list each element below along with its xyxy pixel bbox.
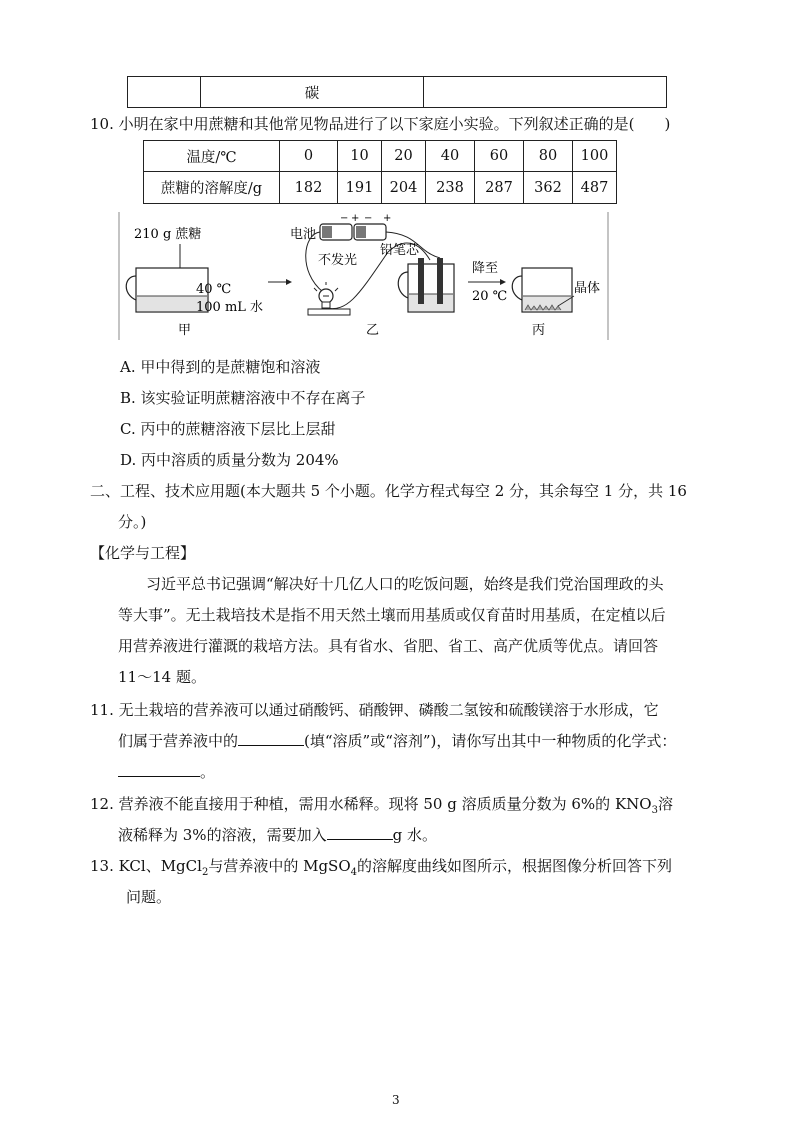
option-c: C. 丙中的蔗糖溶液下层比上层甜 — [120, 420, 336, 438]
temp-cell: 80 — [524, 141, 573, 172]
q12-text-c: 液稀释为 3%的溶液，需要加入 — [118, 826, 327, 844]
solubility-cell: 191 — [338, 172, 382, 204]
bulb-icon — [314, 282, 338, 308]
jia-temp-label: 40 ℃ — [196, 282, 232, 297]
q12-text-d: g 水。 — [392, 826, 437, 844]
battery-terminal-minus-2: − — [364, 213, 373, 224]
q12-text-b: 溶 — [657, 795, 673, 813]
temp-cell: 40 — [426, 141, 475, 172]
temp-cell: 100 — [573, 141, 617, 172]
chem-eng-para-line2: 等大事”。无土栽培技术是指不用天然土壤而用基质或仅育苗时用基质，在定植以后 — [118, 606, 666, 624]
experiment-figure — [118, 212, 610, 340]
battery-terminal-minus-1: − — [340, 213, 349, 224]
q13-text-a: 13. KCl、MgCl — [90, 857, 202, 875]
q13-subscript-2: 4 — [350, 867, 357, 878]
top-table-cell-right — [424, 77, 667, 108]
page-number: 3 — [392, 1093, 400, 1107]
bing-caption: 丙 — [532, 323, 546, 338]
yi-caption: 乙 — [366, 323, 380, 338]
table-row1-header: 温度/℃ — [144, 141, 280, 172]
solubility-cell: 204 — [382, 172, 426, 204]
top-table-fragment — [127, 76, 667, 108]
pencil-lead-label: 铅笔芯 — [380, 243, 420, 258]
temp-cell: 10 — [338, 141, 382, 172]
temp-cell: 0 — [280, 141, 338, 172]
q11-line3 — [118, 762, 215, 782]
no-light-label: 不发光 — [318, 253, 358, 268]
crystal-label: 晶体 — [574, 281, 601, 296]
chem-eng-heading: 【化学与工程】 — [90, 544, 196, 562]
q12-text-a: 12. 营养液不能直接用于种植，需用水稀释。现将 50 g 溶质质量分数为 6%的 KNO — [90, 795, 652, 813]
q11-line2 — [118, 731, 676, 751]
section2-heading-line2: 分。) — [118, 513, 147, 531]
chem-eng-para-line3: 用营养液进行灌溉的栽培方法。具有省水、省肥、省工、高产优质等优点。请回答 — [118, 637, 659, 655]
q11-line1: 11. 无土栽培的营养液可以通过硝酸钙、硝酸钾、磷酸二氢铵和硫酸镁溶于水形成，它 — [90, 701, 659, 719]
q11-answer-blank-2[interactable] — [118, 762, 200, 777]
q13-text-b: 与营养液中的 MgSO — [208, 857, 351, 875]
section2-heading-line1: 二、工程、技术应用题(本大题共 5 个小题。化学方程式每空 2 分，其余每空 1 分，共 16 — [90, 482, 687, 500]
solubility-cell: 238 — [426, 172, 475, 204]
q13-subscript-1: 2 — [201, 867, 209, 878]
q11-answer-blank-1[interactable] — [238, 731, 304, 746]
cool-temp-label: 20 ℃ — [472, 289, 508, 304]
q12-subscript: 3 — [651, 805, 658, 816]
q11-text-b: (填“溶质”或“溶剂”)，请你写出其中一种物质的化学式： — [304, 732, 677, 750]
battery-terminal-plus-2: + — [383, 213, 392, 224]
q11-text-a: 们属于营养液中的 — [118, 732, 239, 750]
battery-icon — [320, 224, 386, 240]
solubility-cell: 287 — [475, 172, 524, 204]
q11-line3-end: 。 — [200, 763, 216, 781]
solubility-table — [143, 140, 617, 204]
solubility-cell: 362 — [524, 172, 573, 204]
chem-eng-para-line1: 习近平总书记强调“解决好十几亿人口的吃饭问题，始终是我们党治国理政的头 — [146, 575, 664, 593]
battery-terminal-plus-1: + — [351, 213, 360, 224]
temp-cell: 20 — [382, 141, 426, 172]
arrow-head-jia-yi — [286, 279, 292, 285]
top-table-cell-middle: 碳 — [201, 77, 424, 108]
option-b: B. 该实验证明蔗糖溶液中不存在离子 — [120, 389, 366, 407]
q12-line1 — [90, 794, 673, 821]
switch-base-icon — [308, 309, 350, 315]
solubility-cell: 182 — [280, 172, 338, 204]
q12-answer-blank[interactable] — [327, 825, 393, 840]
jia-sugar-label: 210 g 蔗糖 — [134, 227, 202, 242]
option-a: A. 甲中得到的是蔗糖饱和溶液 — [120, 358, 321, 376]
table-row2-header: 蔗糖的溶解度/g — [144, 172, 280, 204]
temp-cell: 60 — [475, 141, 524, 172]
chem-eng-para-line4: 11～14 题。 — [118, 668, 206, 686]
jia-water-label: 100 mL 水 — [196, 300, 264, 315]
top-table-cell-left — [128, 77, 201, 108]
q13-line2: 问题。 — [126, 888, 172, 906]
q10-stem: 10. 小明在家中用蔗糖和其他常见物品进行了以下家庭小实验。下列叙述正确的是( ) — [90, 115, 671, 133]
solubility-cell: 487 — [573, 172, 617, 204]
jia-caption: 甲 — [178, 323, 192, 338]
battery-label: 电池 — [290, 227, 317, 242]
yi-beaker — [398, 258, 454, 312]
q12-line2 — [118, 825, 437, 845]
bing-beaker — [512, 268, 572, 312]
arrow-head-yi-bing — [500, 279, 506, 285]
cool-to-label: 降至 — [472, 261, 499, 276]
q13-line1 — [90, 856, 672, 883]
q13-text-c: 的溶解度曲线如图所示，根据图像分析回答下列 — [357, 857, 673, 875]
option-d: D. 丙中溶质的质量分数为 204% — [120, 451, 339, 469]
